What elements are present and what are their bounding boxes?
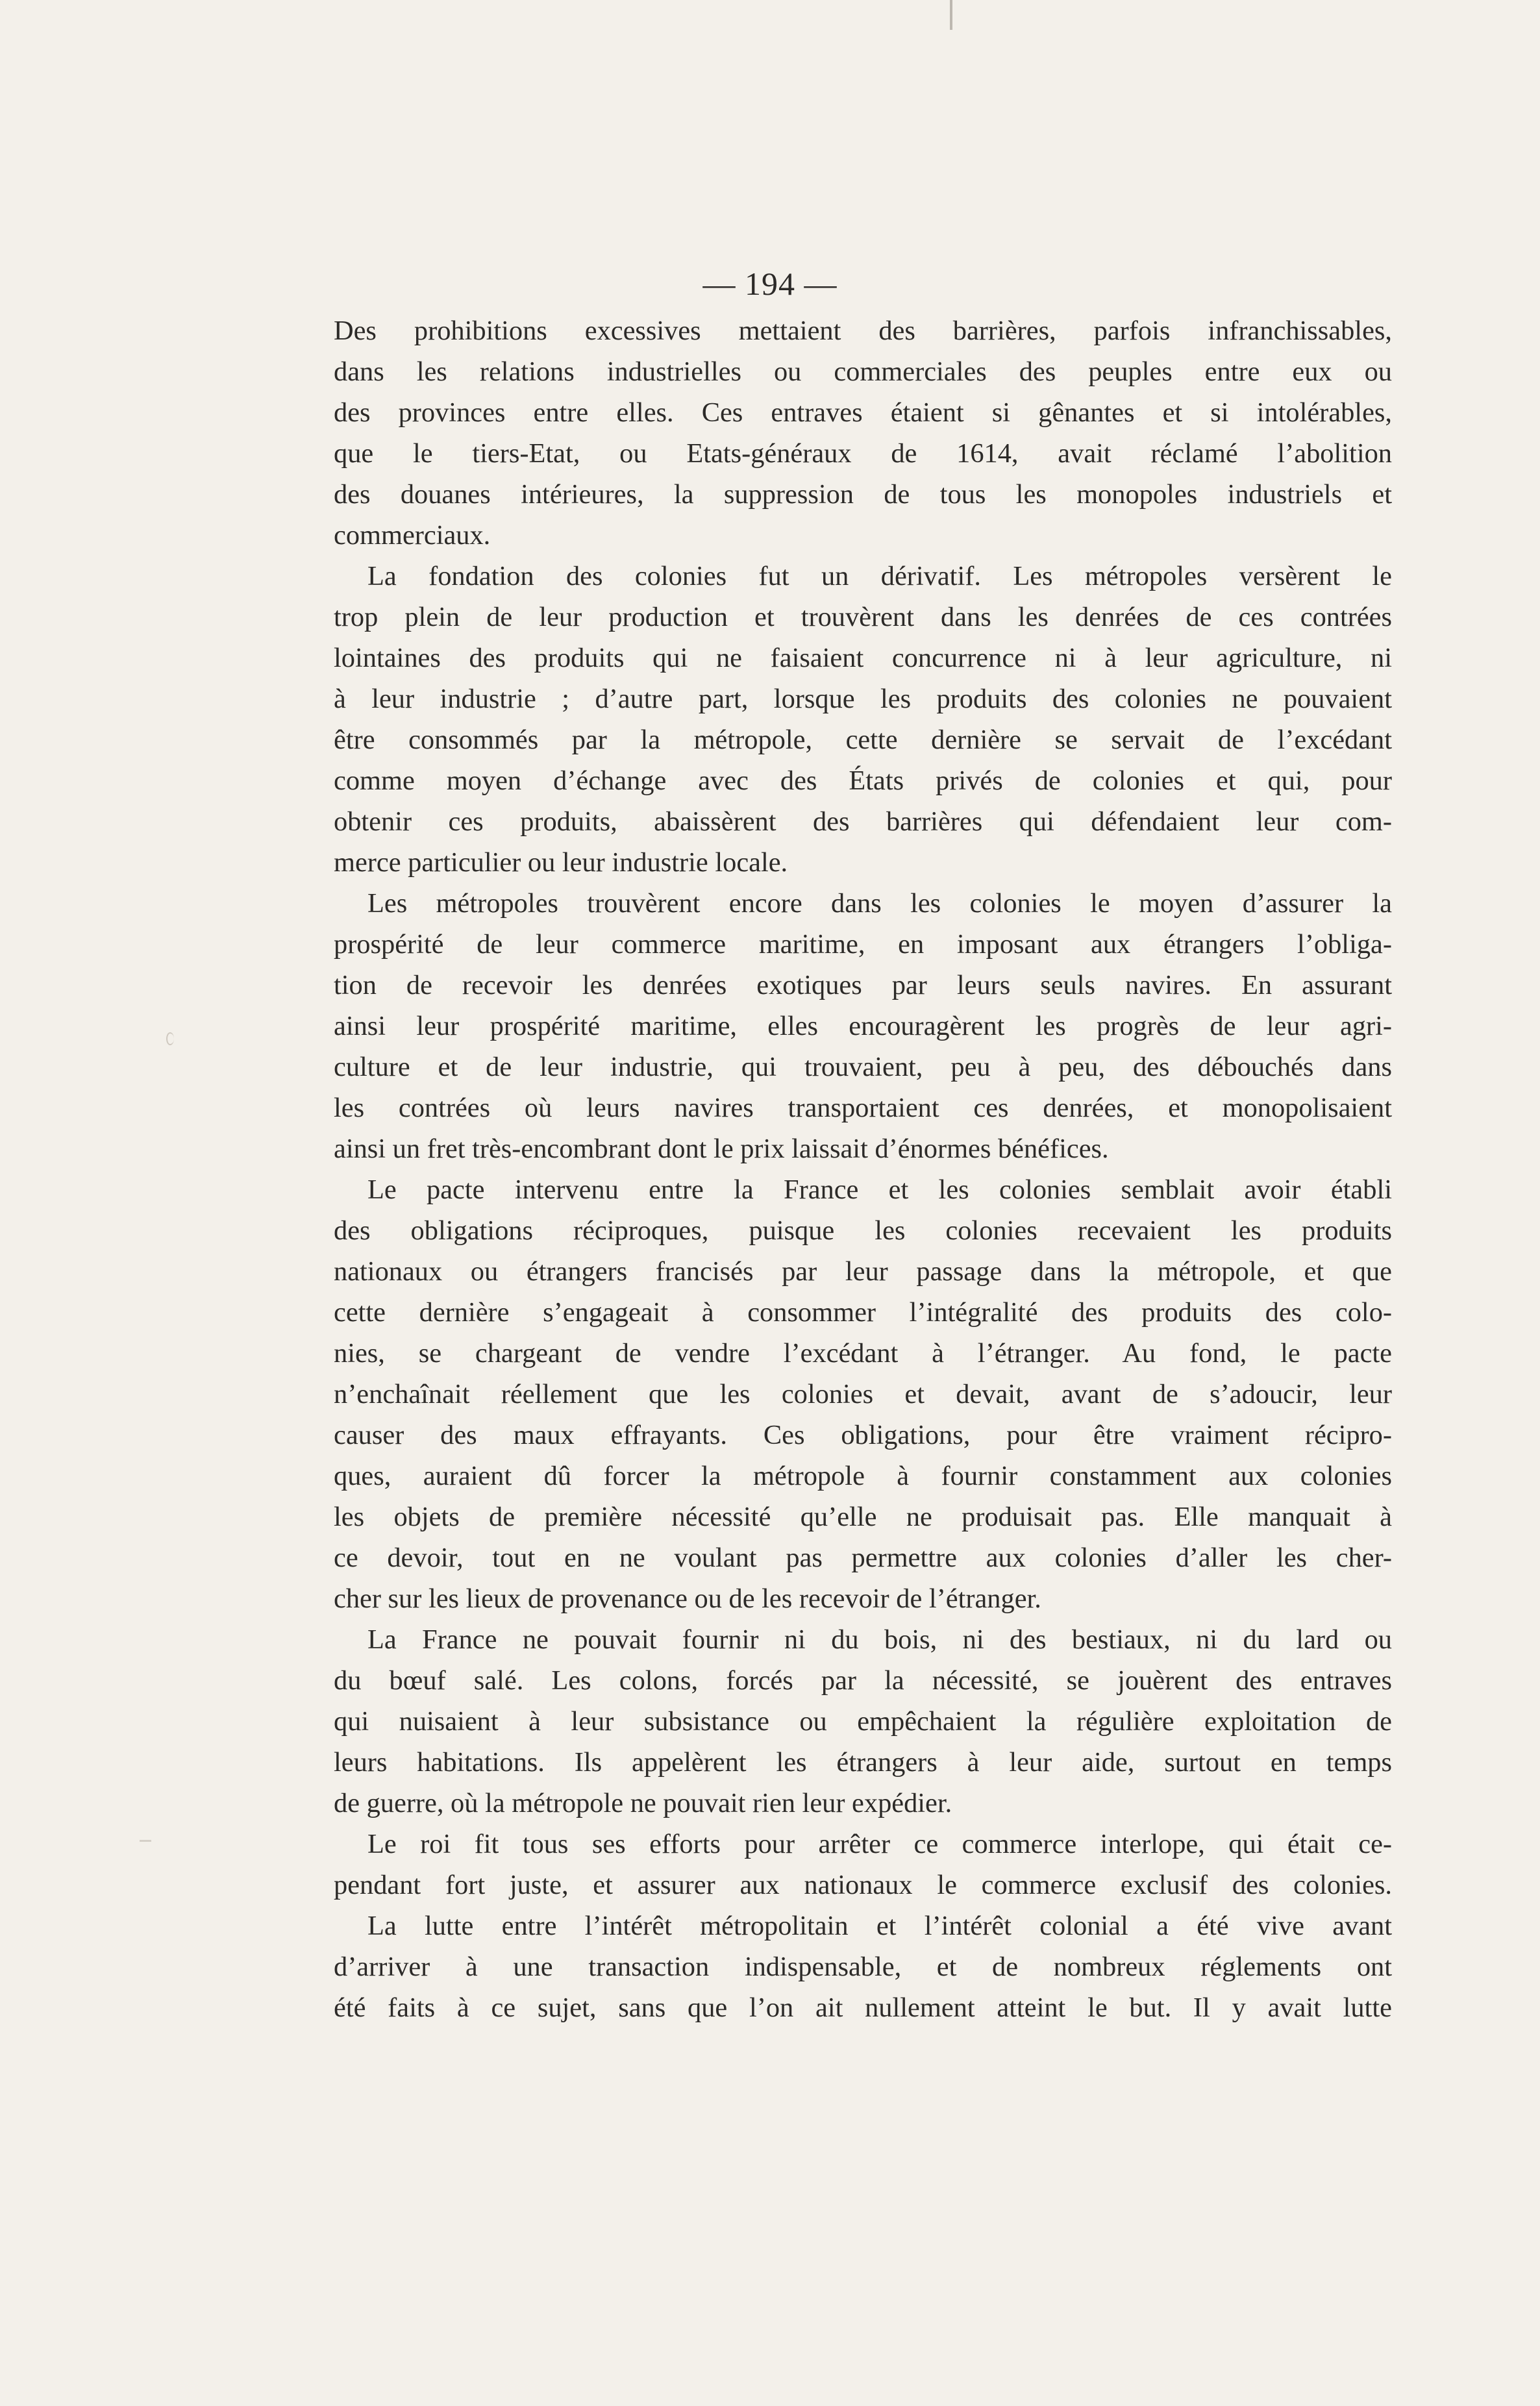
paragraph xyxy=(334,1824,1392,1905)
text-line: Des prohibitions excessives mettaient des barrières, parfois infranchissables, xyxy=(334,316,1392,346)
text-line: été faits à ce sujet, sans que l’on ait nullement atteint le but. Il y avait lutte xyxy=(334,1992,1392,2023)
text-line: La France ne pouvait fournir ni du bois, ni des bestiaux, ni du lard ou xyxy=(367,1624,1392,1655)
text-line: d’arriver à une transaction indispensable, et de nombreux réglements ont xyxy=(334,1952,1392,1982)
text-line: cette dernière s’engageait à consommer l’intégralité des produits des colo- xyxy=(334,1297,1392,1328)
text-line: culture et de leur industrie, qui trouvaient, peu à peu, des débouchés dans xyxy=(334,1052,1392,1082)
text-line: à leur industrie ; d’autre part, lorsque les produits des colonies ne pouvaient xyxy=(334,684,1392,714)
text-line: de guerre, où la métropole ne pouvait rien leur expédier. xyxy=(334,1788,952,1818)
text-line: que le tiers-Etat, ou Etats-généraux de 1614, avait réclamé l’abolition xyxy=(334,438,1392,469)
text-line: ce devoir, tout en ne voulant pas permettre aux colonies d’aller les cher- xyxy=(334,1543,1392,1573)
text-line: prospérité de leur commerce maritime, en imposant aux étrangers l’obliga- xyxy=(334,929,1392,960)
text-line: ques, auraient dû forcer la métropole à fournir constamment aux colonies xyxy=(334,1461,1392,1491)
paragraph xyxy=(334,1905,1392,2028)
page-number: — 194 — xyxy=(702,266,838,302)
text-line: qui nuisaient à leur subsistance ou empêchaient la régulière exploitation de xyxy=(334,1706,1392,1737)
text-line: tion de recevoir les denrées exotiques par leurs seuls navires. En assurant xyxy=(334,970,1392,1000)
text-line: nies, se chargeant de vendre l’excédant à l’étranger. Au fond, le pacte xyxy=(334,1338,1392,1369)
text-line: des obligations réciproques, puisque les colonies recevaient les produits xyxy=(334,1215,1392,1246)
text-line: des douanes intérieures, la suppression de tous les monopoles industriels et xyxy=(334,479,1392,510)
text-line: les objets de première nécessité qu’elle ne produisait pas. Elle manquait à xyxy=(334,1502,1392,1532)
text-line: merce particulier ou leur industrie locale. xyxy=(334,847,788,878)
text-line: être consommés par la métropole, cette dernière se servait de l’excédant xyxy=(334,725,1392,755)
paragraph xyxy=(334,883,1392,1169)
text-line: ainsi un fret très-encombrant dont le prix laissait d’énormes bénéfices. xyxy=(334,1134,1109,1164)
text-line: leurs habitations. Ils appelèrent les étrangers à leur aide, surtout en temps xyxy=(334,1747,1392,1778)
text-line: n’enchaînait réellement que les colonies et devait, avant de s’adoucir, leur xyxy=(334,1379,1392,1409)
text-line: Le pacte intervenu entre la France et les colonies semblait avoir établi xyxy=(367,1174,1392,1205)
text-line: Le roi fit tous ses efforts pour arrêter ce commerce interlope, qui était ce- xyxy=(367,1829,1392,1859)
scan-mark xyxy=(140,1840,151,1842)
text-line: Les métropoles trouvèrent encore dans les colonies le moyen d’assurer la xyxy=(367,888,1392,919)
text-line: obtenir ces produits, abaissèrent des barrières qui défendaient leur com- xyxy=(334,806,1392,837)
text-line: La lutte entre l’intérêt métropolitain et l’intérêt colonial a été vive avant xyxy=(367,1911,1392,1941)
paragraph xyxy=(334,1619,1392,1824)
text-line: dans les relations industrielles ou commerciales des peuples entre eux ou xyxy=(334,356,1392,387)
text-line: nationaux ou étrangers francisés par leur passage dans la métropole, et que xyxy=(334,1256,1392,1287)
text-line: lointaines des produits qui ne faisaient concurrence ni à leur agriculture, ni xyxy=(334,643,1392,673)
paragraph xyxy=(334,556,1392,883)
text-line: ainsi leur prospérité maritime, elles encouragèrent les progrès de leur agri- xyxy=(334,1011,1392,1041)
paragraph xyxy=(334,1169,1392,1619)
text-line: commerciaux. xyxy=(334,520,491,551)
paragraph xyxy=(334,310,1392,556)
text-line: les contrées où leurs navires transportaient ces denrées, et monopolisaient xyxy=(334,1093,1392,1123)
text-line: pendant fort juste, et assurer aux nationaux le commerce exclusif des colonies. xyxy=(334,1870,1392,1900)
text-line: des provinces entre elles. Ces entraves étaient si gênantes et si intolérables, xyxy=(334,397,1392,428)
text-line: La fondation des colonies fut un dérivatif. Les métropoles versèrent le xyxy=(367,561,1392,591)
text-line: cher sur les lieux de provenance ou de les recevoir de l’étranger. xyxy=(334,1583,1041,1614)
body-text xyxy=(334,310,1392,2028)
text-line: trop plein de leur production et trouvèrent dans les denrées de ces contrées xyxy=(334,602,1392,632)
scan-mark xyxy=(950,0,952,30)
text-line: causer des maux effrayants. Ces obligations, pour être vraiment récipro- xyxy=(334,1420,1392,1450)
text-line: comme moyen d’échange avec des États privés de colonies et qui, pour xyxy=(334,765,1392,796)
scan-mark xyxy=(166,1032,174,1045)
text-line: du bœuf salé. Les colons, forcés par la nécessité, se jouèrent des entraves xyxy=(334,1665,1392,1696)
